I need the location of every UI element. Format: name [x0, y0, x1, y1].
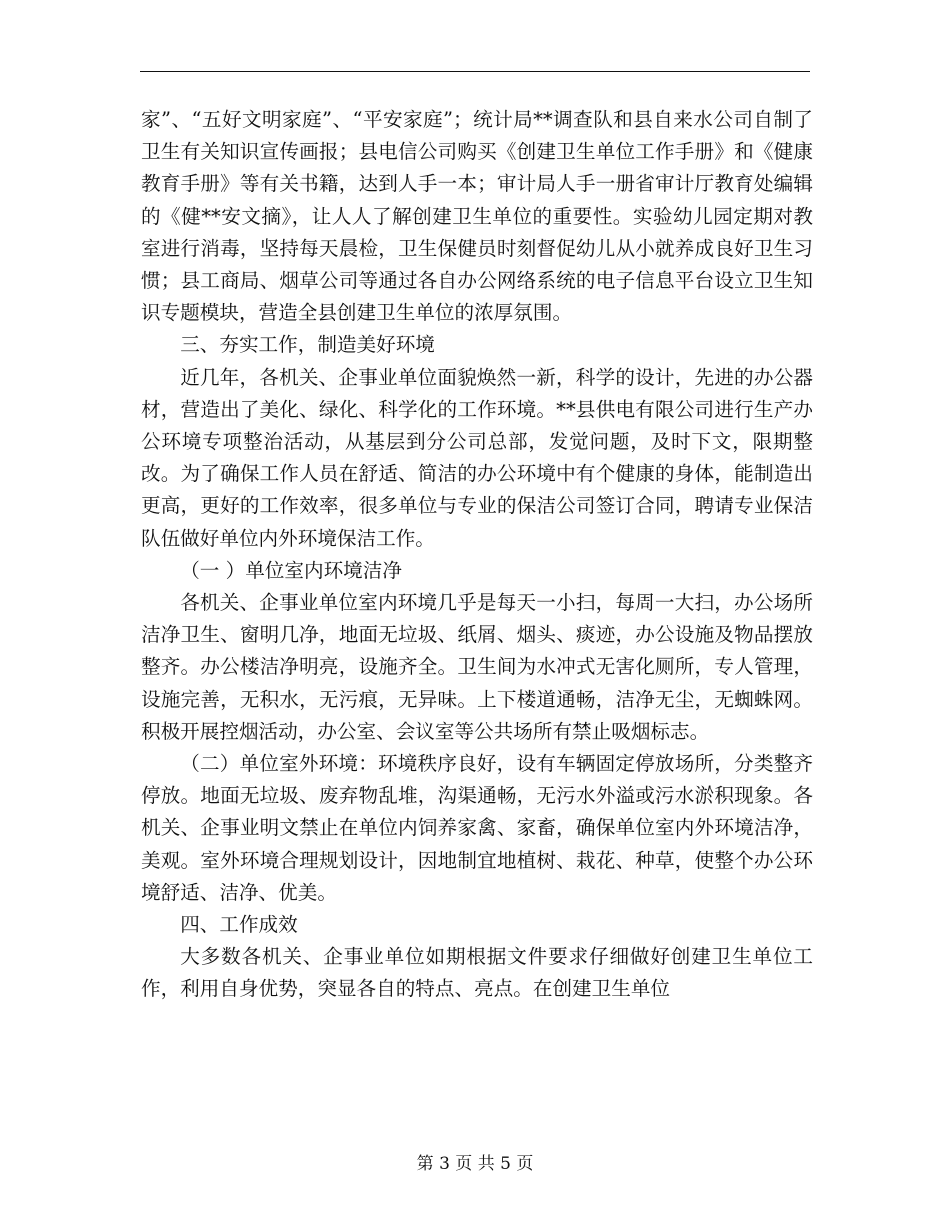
paragraph-environment: 近几年，各机关、企事业单位面貌焕然一新，科学的设计，先进的办公器材，营造出了美化、绿化、科学化的工作环境。**县供电有限公司进行生产办公环境专项整治活动，从基层到分公司总部，发觉问题，及时下文，限期整改。为了确保工作人员在舒适、简洁的办公环境中有个健康的身体，能制造出更高，更好的工作效率，很多单位与专业的保洁公司签订合同，聘请专业保洁队伍做好单位内外环境保洁工作。: [141, 365, 813, 550]
paragraph-results: 大多数各机关、企事业单位如期根据文件要求仔细做好创建卫生单位工作，利用自身优势，突显各自的特点、亮点。在创建卫生单位: [141, 945, 813, 1001]
document-body: [141, 104, 813, 1006]
paragraph-outdoor: （二）单位室外环境：环境秩序良好，设有车辆固定停放场所，分类整齐停放。地面无垃圾、废弃物乱堆，沟渠通畅，无污水外溢或污水淤积现象。各机关、企事业明文禁止在单位内饲养家禽、家畜，确保单位室内外环境洁净，美观。室外环境合理规划设计，因地制宜地植树、栽花、种草，使整个办公环境舒适、洁净、优美。: [141, 752, 813, 904]
page-number-footer: 第 3 页 共 5 页: [416, 1154, 534, 1174]
subheading-indoor: （一 ）单位室内环境洁净: [180, 558, 402, 582]
section-heading-4: 四、工作成效: [180, 913, 298, 937]
paragraph-continuation: 家”、“五好文明家庭”、“平安家庭”；统计局**调查队和县自来水公司自制了卫生有关知识宣传画报；县电信公司购买《创建卫生单位工作手册》和《健康教育手册》等有关书籍，达到人手一本；审计局人手一册省审计厅教育处编辑的《健**安文摘》，让人人了解创建卫生单位的重要性。实验幼儿园定期对教室进行消毒，坚持每天晨检，卫生保健员时刻督促幼儿从小就养成良好卫生习惯；县工商局、烟草公司等通过各自办公网络系统的电子信息平台设立卫生知识专题模块，营造全县创建卫生单位的浓厚氛围。: [141, 108, 813, 325]
paragraph-indoor: 各机关、企事业单位室内环境几乎是每天一小扫，每周一大扫，办公场所洁净卫生、窗明几净，地面无垃圾、纸屑、烟头、痰迹，办公设施及物品摆放整齐。办公楼洁净明亮，设施齐全。卫生间为水冲式无害化厕所，专人管理，设施完善，无积水，无污痕，无异味。上下楼道通畅，洁净无尘，无蜘蛛网。积极开展控烟活动，办公室、会议室等公共场所有禁止吸烟标志。: [141, 591, 813, 743]
section-heading-3: 三、夯实工作，制造美好环境: [180, 333, 435, 357]
header-rule: [140, 71, 810, 72]
